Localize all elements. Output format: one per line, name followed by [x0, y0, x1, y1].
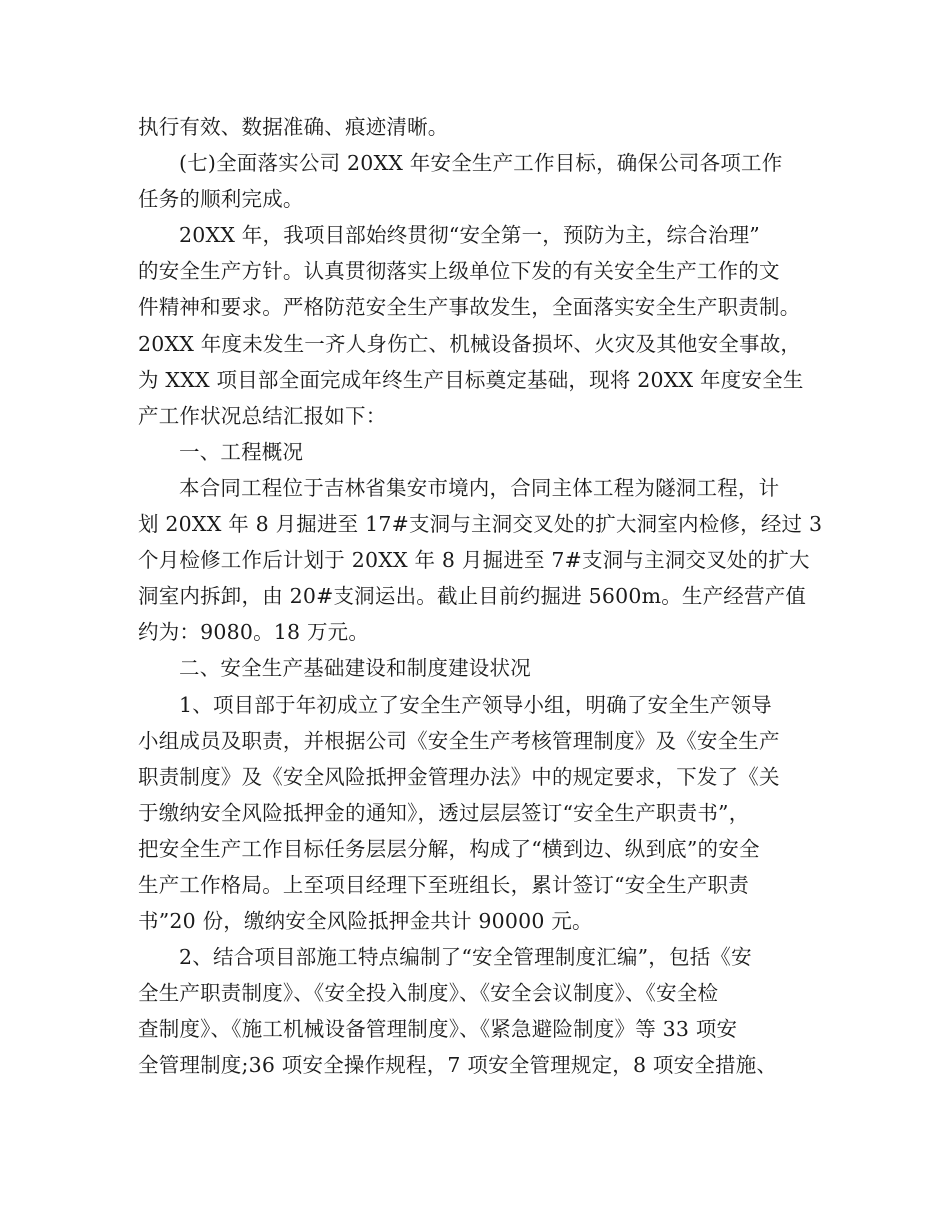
text-line: 把安全生产工作目标任务层层分解，构成了“横到边、纵到底”的安全: [138, 836, 760, 861]
text-line: 20XX 年，我项目部始终贯彻“安全第一，预防为主，综合治理”: [179, 223, 760, 248]
text-line: 全管理制度;36 项安全操作规程，7 项安全管理规定，8 项安全措施、: [138, 1053, 778, 1078]
text-line: 20XX 年度未发生一齐人身伤亡、机械设备损坏、火灾及其他安全事故，: [138, 331, 802, 356]
text-line: 生产工作格局。上至项目经理下至班组长，累计签订“安全生产职责: [138, 872, 749, 897]
text-line: 执行有效、数据准确、痕迹清晰。: [138, 115, 449, 139]
text-line: 的安全生产方针。认真贯彻落实上级单位下发的有关安全生产工作的文: [138, 259, 780, 284]
text-line: 产工作状况总结汇报如下：: [138, 403, 387, 428]
text-line: (七)全面落实公司 20XX 年安全生产工作目标，确保公司各项工作: [179, 151, 783, 176]
text-line: 全生产职责制度》、《安全投入制度》、《安全会议制度》、《安全检: [138, 981, 719, 1006]
text-line: 职责制度》及《安全风险抵押金管理办法》中的规定要求，下发了《关: [138, 764, 780, 789]
text-line: 小组成员及职责，并根据公司《安全生产考核管理制度》及《安全生产: [138, 728, 780, 753]
text-line: 2、结合项目部施工特点编制了“安全管理制度汇编”，包括《安: [179, 945, 752, 970]
text-line: 个月检修工作后计划于 20XX 年 8 月掘进至 7#支洞与主洞交叉处的扩大: [138, 548, 810, 573]
text-line: 为 XXX 项目部全面完成年终生产目标奠定基础，现将 20XX 年度安全生: [138, 367, 804, 392]
text-line: 查制度》、《施工机械设备管理制度》、《紧急避险制度》等 33 项安: [138, 1017, 738, 1042]
text-line: 书”20 份，缴纳安全风险抵押金共计 90000 元。: [138, 909, 593, 934]
text-line: 件精神和要求。严格防范安全生产事故发生，全面落实安全生产职责制。: [138, 295, 801, 320]
text-line: 任务的顺利完成。: [138, 187, 304, 212]
text-line: 于缴纳安全风险抵押金的通知》，透过层层签订“安全生产职责书”，: [138, 800, 750, 825]
text-line: 划 20XX 年 8 月掘进至 17#支洞与主洞交叉处的扩大洞室内检修，经过 3: [138, 512, 823, 537]
text-line: 约为：9080。18 万元。: [138, 620, 370, 645]
section-heading: 一、工程概况: [179, 439, 304, 464]
text-line: 本合同工程位于吉林省集安市境内，合同主体工程为隧洞工程，计: [179, 475, 780, 500]
document-body: [138, 109, 823, 1084]
text-line: 1、项目部于年初成立了安全生产领导小组，明确了安全生产领导: [179, 692, 772, 717]
text-line: 洞室内拆卸，由 20#支洞运出。截止目前约掘进 5600m。生产经营产值: [138, 584, 807, 609]
section-heading: 二、安全生产基础建设和制度建设状况: [179, 656, 531, 681]
